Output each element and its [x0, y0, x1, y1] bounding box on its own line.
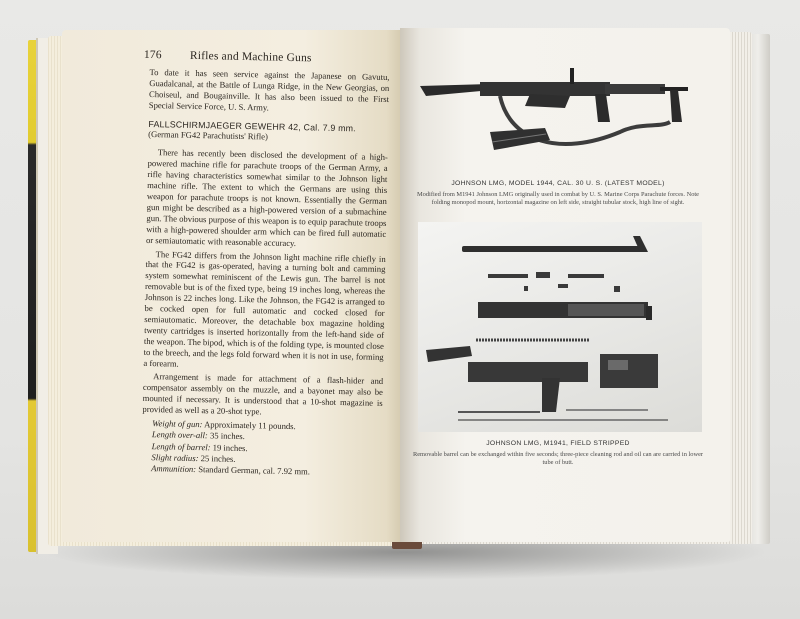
running-title: Rifles and Machine Guns [189, 49, 312, 65]
page-number: 176 [143, 48, 162, 62]
section-subtitle: (German FG42 Parachutists' Rifle) [148, 129, 268, 142]
paragraph-2: The FG42 differs from the Johnson light machine rifle chiefly in that the FG42 is gas-operated, having a turning bolt and camming system somewhat reminiscent of the Lewis gun. The barrel is not removable but is of the fixed type, being 19 inches long, whereas the Johnson is 22 inches long. Like the Johnson, the FG42 is arranged to be cocked open for full automatic and cocked closed for semiautomatic. Moreover, the detachable box magazine holding twenty cartridges is inserted horizontally from the left-hand side of the weapon. The bipod, which is of the folding type, is mounted close to the breech, and the legs fold forward when it is not in use, forming a forearm. [143, 248, 386, 369]
spec-weight: Weight of gun: Approximately 11 pounds. [152, 418, 296, 432]
figure-1-title: JOHNSON LMG, MODEL 1944, CAL. 30 U. S. (LATEST MODEL) [451, 180, 665, 187]
figure-2-title: JOHNSON LMG, M1941, FIELD STRIPPED [486, 440, 630, 447]
left-page-text [141, 50, 390, 479]
paragraph-3: Arrangement is made for attachment of a flash-hider and compensator assembly on the muzzle, and a bayonet may also be mounted if necessary. It is understood that a 10-shot magazine is provided as well as a 20-shot type. [142, 371, 384, 417]
paragraph-1: There has recently been disclosed the development of a high-powered machine rifle for parachute troops of the German Army, a rifle having characteristics somewhat similar to the Johnson light machine rifle. The extent to which the Germans are using this weapon for parachute troops is not known. Essentially the German gun might be described as a high-powered version of a submachine gun. The obvious purpose of this weapon is to equip parachute troops with a high-powered shoulder arm which can be fired full automatic or semiautomatic with reasonable accuracy. [145, 147, 388, 248]
spec-length-barrel: Length of barrel: 19 inches. [151, 440, 248, 453]
field-stripped-photo [418, 222, 702, 432]
intro-paragraph: To date it has seen service against the Japanese on Gavutu, Guadalcanal, at the Battle of Lunga Ridge, in the New Georgias, on Choiseul, and Bougainville. It has also been issued to the First Special Service Force, U. S. Army. [148, 66, 390, 113]
spec-list [151, 418, 382, 479]
spec-ammunition: Ammunition: Standard German, cal. 7.92 mm. [151, 463, 311, 477]
figure-2-caption-block [408, 440, 708, 468]
section-title: FALLSCHIRMJAEGER GEWEHR 42, Cal. 7.9 mm. [148, 118, 356, 133]
figure-2-caption: Removable barrel can be exchanged within five seconds; three-piece cleaning rod and oil can are carried in lower tube of butt. [412, 450, 704, 467]
spec-length-overall: Length over-all: 35 inches. [151, 429, 245, 442]
spec-sight-radius: Slight radius: 25 inches. [151, 451, 236, 464]
figure-1-caption: Modified from M1941 Johnson LMG originally used in combat by U. S. Marine Corps Parachute forces. Note folding monopod mount, horizontal magazine on left side, straight tubular stock, high line of sight. [416, 190, 700, 207]
figure-1-caption-block [408, 180, 708, 208]
johnson-lmg-1944-illustration [420, 62, 700, 172]
